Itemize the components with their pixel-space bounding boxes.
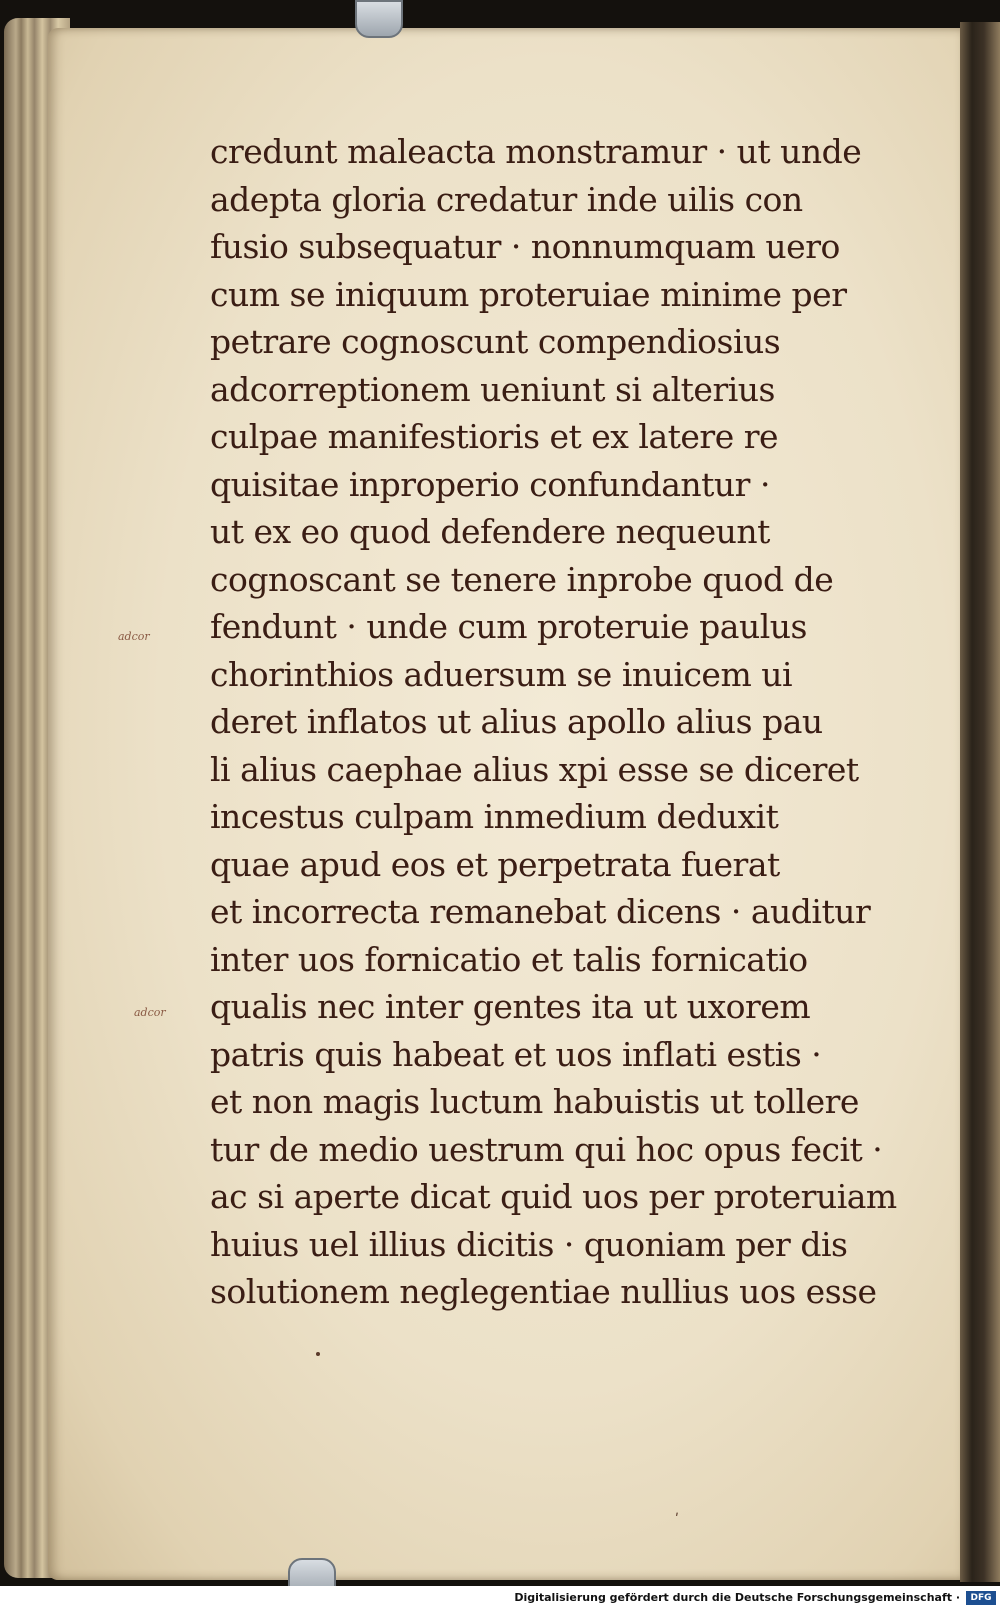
funding-credit: Digitalisierung gefördert durch die Deutsche Forschungsgemeinschaft · bbox=[514, 1591, 960, 1604]
text-line: deret inflatos ut alius apollo alius pau bbox=[210, 702, 823, 741]
dfg-logo: DFG bbox=[966, 1591, 996, 1605]
text-line: petrare cognoscunt compendiosius bbox=[210, 322, 781, 361]
text-line: cognoscant se tenere inprobe quod de bbox=[210, 559, 834, 599]
text-line: credunt maleacta monstramur · ut unde bbox=[210, 132, 862, 171]
page-clip-top bbox=[355, 0, 403, 38]
text-line: tur de medio uestrum qui hoc opus fecit · bbox=[210, 1129, 883, 1169]
text-line: fusio subsequatur · nonnumquam uero bbox=[210, 227, 840, 266]
text-line: quisitae inproperio confundantur · bbox=[210, 464, 770, 504]
text-line: culpae manifestioris et ex latere re bbox=[210, 417, 779, 456]
text-line: cum se iniquum proteruiae minime per bbox=[210, 274, 847, 314]
text-line: quae apud eos et perpetrata fuerat bbox=[210, 844, 780, 884]
text-line: li alius caephae alius xpi esse se diceret bbox=[210, 749, 859, 789]
text-line: solutionem neglegentiae nullius uos esse bbox=[210, 1272, 877, 1311]
text-line: qualis nec inter gentes ita ut uxorem bbox=[210, 987, 811, 1026]
text-line: ut ex eo quod defendere nequeunt bbox=[210, 512, 770, 551]
text-line: adepta gloria credatur inde uilis con bbox=[210, 179, 803, 219]
page-clip-bottom bbox=[288, 1558, 336, 1586]
text-line: ac si aperte dicat quid uos per proteruiam bbox=[210, 1177, 897, 1216]
text-line: huius uel illius dicitis · quoniam per dis bbox=[210, 1224, 848, 1264]
text-line: inter uos fornicatio et talis fornicatio bbox=[210, 939, 808, 979]
ink-mark: ʹ bbox=[675, 1512, 679, 1528]
text-line: et non magis luctum habuistis ut tollere bbox=[210, 1082, 859, 1121]
text-line: incestus culpam inmedium deduxit bbox=[210, 797, 779, 836]
text-line: fendunt · unde cum proteruie paulus bbox=[210, 607, 807, 646]
binding-gutter bbox=[960, 22, 1000, 1582]
ink-dot bbox=[316, 1352, 320, 1356]
footer-bar bbox=[0, 1586, 1000, 1610]
text-line: adcorreptionem ueniunt si alterius bbox=[210, 369, 775, 409]
text-line: patris quis habeat et uos inflati estis · bbox=[210, 1034, 822, 1074]
marginal-note: adcor bbox=[134, 1006, 166, 1019]
manuscript-text bbox=[210, 128, 910, 1316]
marginal-note: adcor bbox=[118, 630, 150, 643]
text-line: chorinthios aduersum se inuicem ui bbox=[210, 654, 793, 694]
text-line: et incorrecta remanebat dicens · auditur bbox=[210, 892, 871, 931]
